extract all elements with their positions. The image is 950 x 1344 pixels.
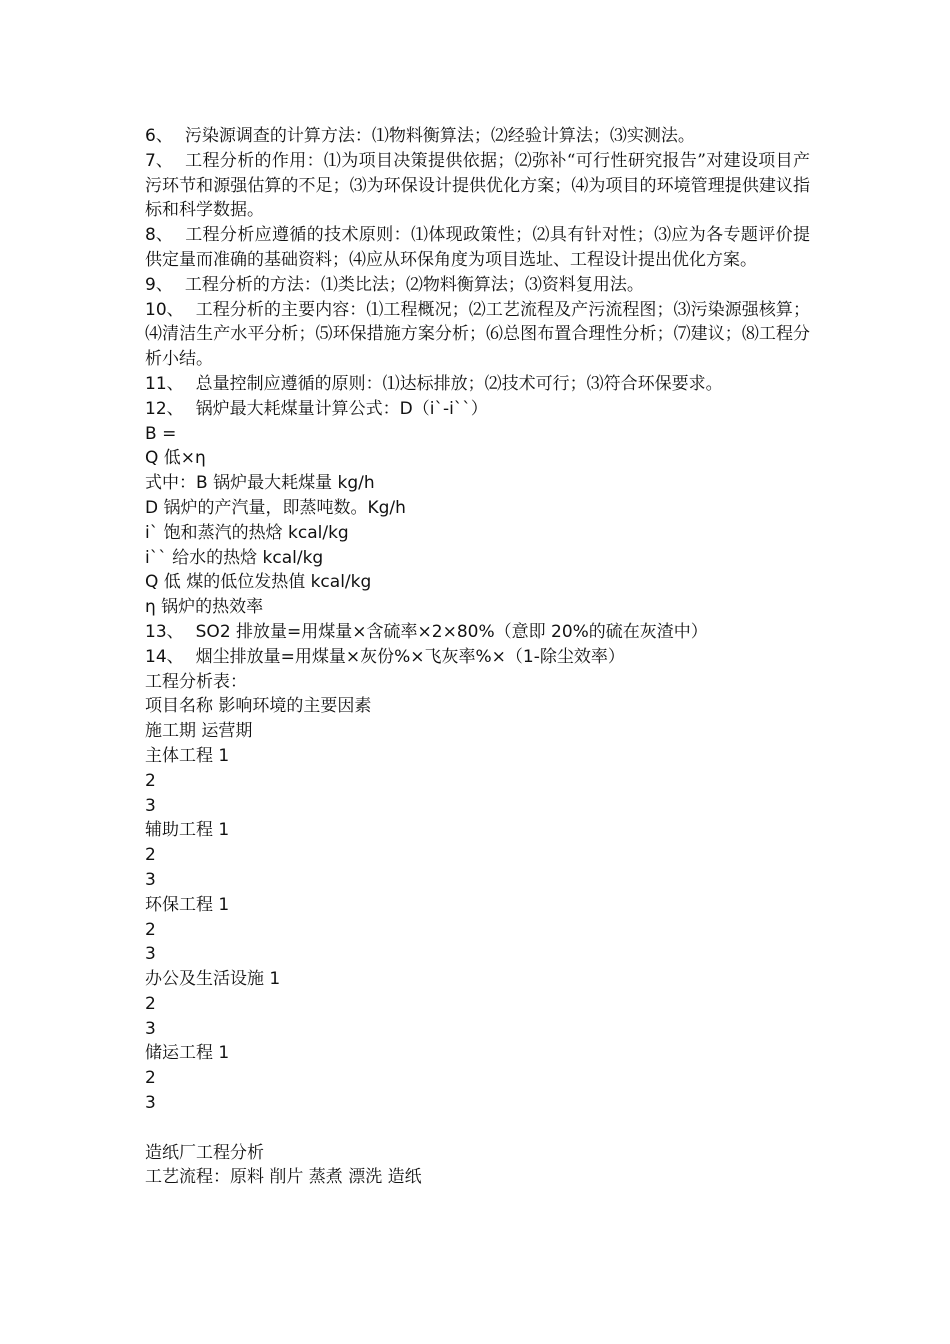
item-number: 6、 [145,126,173,146]
document-page [145,124,810,1190]
table-row: 主体工程 1 [145,745,230,766]
table-row: 2 [145,993,156,1014]
item-6 [145,124,810,149]
item-14 [145,645,810,670]
formula-line: Q 低 煤的低位发热值 kcal/kg [145,572,372,593]
item-number: 7、 [145,150,173,171]
item-text: 锅炉最大耗煤量计算公式：D（i`-i``） [195,398,488,419]
item-number: 8、 [145,225,173,246]
item-number: 12、 [145,398,184,419]
item-number: 14、 [145,646,184,667]
item-13 [145,620,810,645]
item-10 [145,298,810,372]
table-row: 辅助工程 1 [145,820,230,841]
section-title: 造纸厂工程分析 [145,1142,264,1163]
item-9 [145,273,810,298]
table-row: 2 [145,845,156,866]
item-11 [145,372,810,397]
table-row: 3 [145,1018,156,1039]
item-7 [145,149,810,223]
item-text: 工程分析的主要内容：⑴工程概况；⑵工艺流程及产污流程图；⑶污染源强核算；⑷清洁生产水平分析；⑸环保措施方案分析；⑹总图布置合理性分析；⑺建议；⑻工程分析小结。 [145,299,810,370]
formula-line: 式中：B 锅炉最大耗煤量 kg/h [145,473,375,494]
table-row: 办公及生活设施 1 [145,969,281,990]
table-title: 工程分析表： [145,671,247,692]
item-12 [145,397,810,422]
item-text: 工程分析应遵循的技术原则：⑴体现政策性；⑵具有针对性；⑶应为各专题评价提供定量而准确的基础资料；⑷应从环保角度为项目选址、工程设计提出优化方案。 [145,225,810,270]
formula-line: i`` 给水的热焓 kcal/kg [145,547,324,568]
analysis-table [145,670,810,1116]
item-text: 工程分析的作用：⑴为项目决策提供依据；⑵弥补“可行性研究报告”对建设项目产污环节和源强估算的不足；⑶为环保设计提供优化方案；⑷为项目的环境管理提供建议指标和科学数据。 [145,150,810,221]
item-number: 13、 [145,621,184,642]
formula-block [145,422,810,620]
table-row: 环保工程 1 [145,894,230,915]
formula-line: B = [145,423,177,444]
item-number: 10、 [145,299,184,320]
item-number: 11、 [145,373,184,394]
table-row: 3 [145,1093,156,1114]
table-row: 2 [145,1068,156,1089]
table-row: 3 [145,795,156,816]
item-text: 烟尘排放量=用煤量×灰份%×飞灰率%×（1-除尘效率） [195,646,625,667]
item-text: SO2 排放量=用煤量×含硫率×2×80%（意即 20%的硫在灰渣中） [195,621,708,642]
formula-line: η 锅炉的热效率 [145,597,264,618]
item-number: 9、 [145,274,173,295]
table-header: 项目名称 影响环境的主要因素 [145,696,372,717]
item-text: 总量控制应遵循的原则：⑴达标排放；⑵技术可行；⑶符合环保要求。 [195,373,723,394]
table-row: 储运工程 1 [145,1043,230,1064]
table-row: 2 [145,770,156,791]
formula-line: D 锅炉的产汽量，即蒸吨数。Kg/h [145,497,406,518]
table-subheader: 施工期 运营期 [145,721,253,742]
item-text: 工程分析的方法：⑴类比法；⑵物料衡算法；⑶资料复用法。 [184,274,644,295]
spacer [145,1116,810,1141]
formula-line: i` 饱和蒸汽的热焓 kcal/kg [145,522,349,543]
process-flow: 工艺流程：原料 削片 蒸煮 漂洗 造纸 [145,1167,422,1188]
formula-line: Q 低×η [145,448,206,469]
table-row: 3 [145,869,156,890]
item-text: 污染源调查的计算方法：⑴物料衡算法；⑵经验计算法；⑶实测法。 [184,126,695,146]
item-8 [145,223,810,273]
table-row: 3 [145,944,156,965]
table-row: 2 [145,919,156,940]
paper-mill-section [145,1141,810,1191]
